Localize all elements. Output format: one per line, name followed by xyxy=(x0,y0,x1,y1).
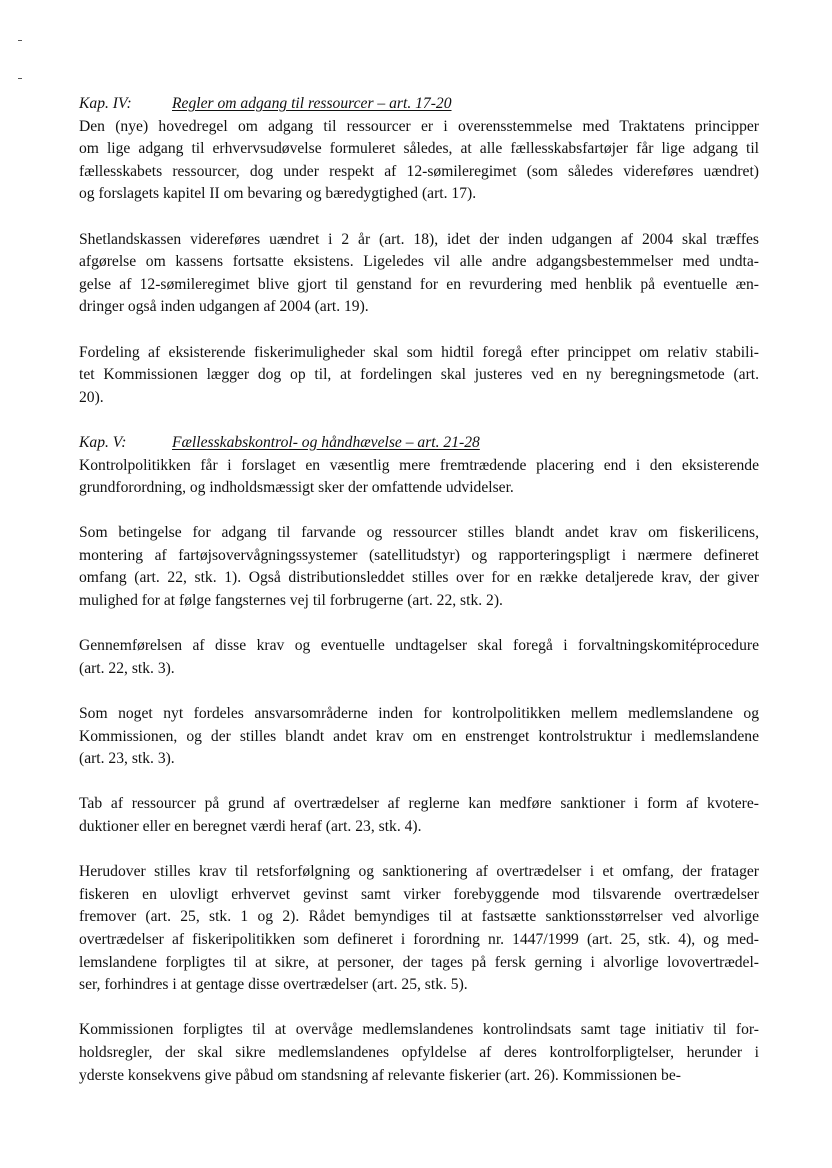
text-line: 20). xyxy=(79,388,104,406)
text-line: holdsregler, der skal sikre medlemslandenes opfyldelse af deres kontrolforpligtelser, herunder i xyxy=(79,1043,759,1061)
section-heading-title: Fællesskabskontrol- og håndhævelse – art. 21-28 xyxy=(172,433,480,451)
section xyxy=(79,432,759,1087)
text-line: om lige adgang til erhvervsudøvelse formuleret således, at alle fællesskabsfartøjer får lige adgang til xyxy=(79,140,759,158)
paragraph xyxy=(79,455,759,500)
paragraph xyxy=(79,1019,759,1087)
paragraph xyxy=(79,522,759,612)
text-line: lemslandene forpligtes til at sikre, at personer, der tages på fersk gerning i alvorlige lovovertrædel- xyxy=(79,953,759,971)
text-line: Kommissionen forpligtes til at overvåge medlemslandenes kontrolindsats samt tage initiativ til for- xyxy=(79,1021,759,1039)
text-line: omfang (art. 22, stk. 1). Også distributionsleddet stilles over for en række detaljerede krav, der giver xyxy=(79,569,759,587)
document-body xyxy=(79,93,759,1110)
text-line: og forslagets kapitel II om bevaring og bæredygtighed (art. 17). xyxy=(79,185,477,203)
paragraph xyxy=(79,229,759,319)
text-line: afgørelse om kassens fortsatte eksistens. Ligeledes vil alle andre adgangsbestemmelser med undta- xyxy=(79,253,759,271)
paragraph xyxy=(79,793,759,838)
text-line: Den (nye) hovedregel om adgang til ressourcer er i overensstemmelse med Traktatens principper xyxy=(79,117,759,135)
section-heading-prefix: Kap. V: xyxy=(79,433,127,451)
text-line: Herudover stilles krav til retsforfølgning og sanktionering af overtrædelser i et omfang, der fratager xyxy=(79,863,759,881)
text-line: Som betingelse for adgang til farvande og ressourcer stilles blandt andet krav om fiskerilicens, xyxy=(79,524,759,542)
section-heading xyxy=(79,432,759,455)
section xyxy=(79,93,759,409)
text-line: (art. 22, stk. 3). xyxy=(79,659,175,677)
text-line: montering af fartøjsovervågningssystemer (satellitudstyr) og rapporteringspligt i nærmere defineret xyxy=(79,546,759,564)
text-line: gelse af 12-sømileregimet blive gjort til genstand for en revurdering med henblik på eventuelle æn- xyxy=(79,275,759,293)
text-line: mulighed for at følge fangsternes vej til forbrugerne (art. 22, stk. 2). xyxy=(79,592,503,610)
text-line: ser, forhindres i at gentage disse overtrædelser (art. 25, stk. 5). xyxy=(79,976,468,994)
section-heading xyxy=(79,93,759,116)
paragraph xyxy=(79,635,759,680)
section-heading-title: Regler om adgang til ressourcer – art. 17-20 xyxy=(172,95,452,112)
text-line: fiskeren en ulovligt erhvervet gevinst samt virker forebyggende mod tilsvarende overtrædelser xyxy=(79,885,759,903)
scan-mark xyxy=(18,40,22,41)
text-line: dringer også inden udgangen af 2004 (art. 19). xyxy=(79,298,369,316)
text-line: yderste konsekvens give påbud om standsning af relevante fiskerier (art. 26). Kommissionen be- xyxy=(79,1066,681,1084)
scan-mark xyxy=(18,78,22,79)
paragraph xyxy=(79,342,759,410)
text-line: fremover (art. 25, stk. 1 og 2). Rådet bemyndiges til at fastsætte sanktionsstørrelser ved alvorlige xyxy=(79,908,759,926)
text-line: Shetlandskassen videreføres uændret i 2 år (art. 18), idet der inden udgangen af 2004 skal træffes xyxy=(79,230,759,248)
text-line: Som noget nyt fordeles ansvarsområderne inden for kontrolpolitikken mellem medlemslandene og xyxy=(79,705,759,723)
text-line: duktioner eller en beregnet værdi heraf (art. 23, stk. 4). xyxy=(79,818,422,835)
text-line: overtrædelser af fiskeripolitikken som defineret i forordning nr. 1447/1999 (art. 25, stk. 4), og med- xyxy=(79,930,759,948)
text-line: Gennemførelsen af disse krav og eventuelle undtagelser skal foregå i forvaltningskomitéprocedure xyxy=(79,637,759,655)
text-line: grundforordning, og indholdsmæssigt sker der omfattende udvidelser. xyxy=(79,479,514,497)
text-line: Kommissionen, og der stilles blandt andet krav om en enstrenget kontrolstruktur i medlemslandene xyxy=(79,727,759,745)
section-heading-prefix: Kap. IV: xyxy=(79,95,132,112)
paragraph xyxy=(79,861,759,997)
paragraph xyxy=(79,703,759,771)
paragraph xyxy=(79,116,759,206)
text-line: (art. 23, stk. 3). xyxy=(79,750,175,768)
text-line: fællesskabets ressourcer, dog under respekt af 12-sømileregimet (som således videreføres uændret) xyxy=(79,162,759,180)
text-line: tet Kommissionen lægger dog op til, at fordelingen skal justeres ved en ny beregningsmetode (art. xyxy=(79,366,759,384)
text-line: Kontrolpolitikken får i forslaget en væsentlig mere fremtrædende placering end i den eksisterende xyxy=(79,456,759,474)
text-line: Fordeling af eksisterende fiskerimuligheder skal som hidtil foregå efter princippet om relativ stabili- xyxy=(79,343,759,361)
text-line: Tab af ressourcer på grund af overtrædelser af reglerne kan medføre sanktioner i form af kvotere- xyxy=(79,795,759,813)
